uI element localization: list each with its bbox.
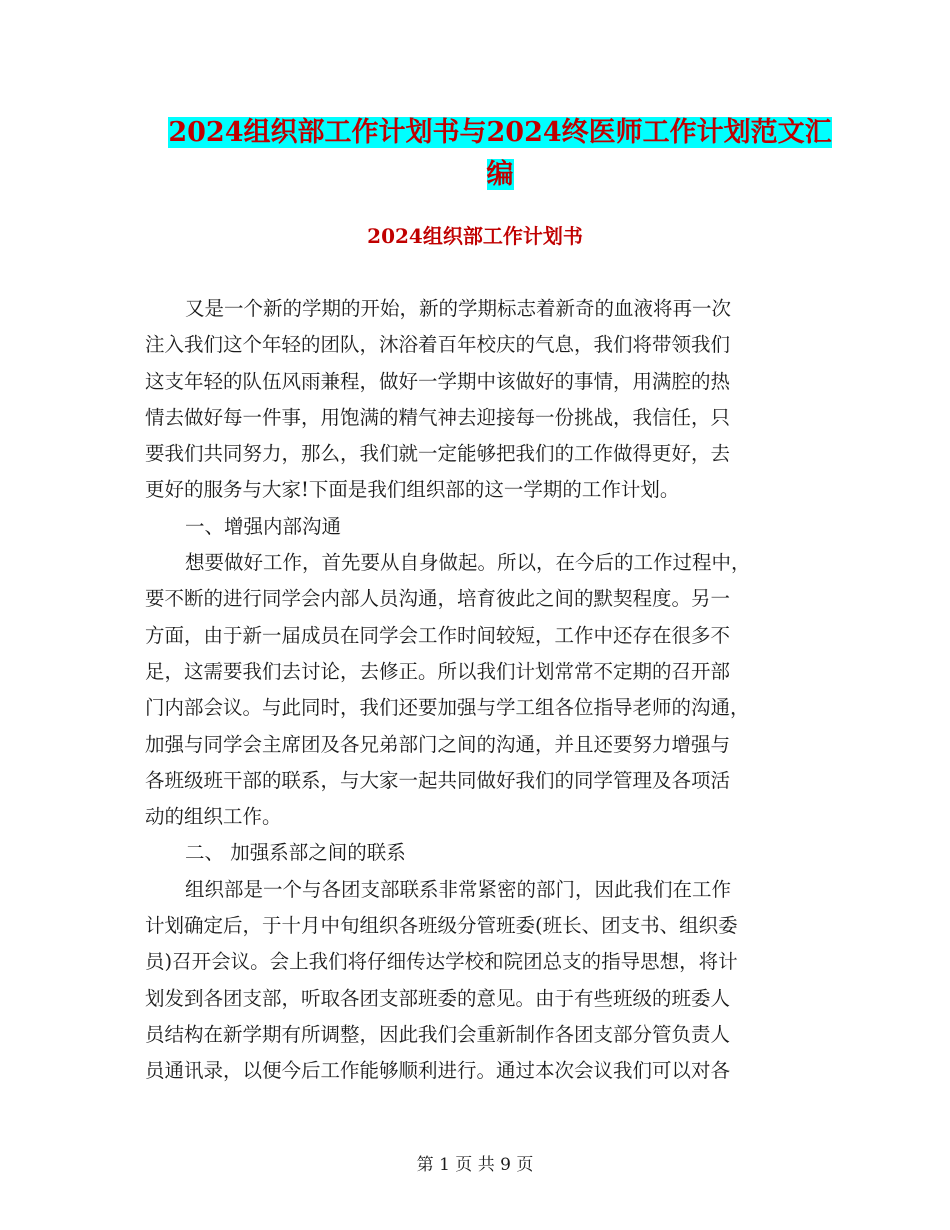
section-heading: 2024组织部工作计划书 [367, 224, 583, 248]
body-line: 注入我们这个年轻的团队，沐浴着百年校庆的气息，我们将带领我们 [145, 333, 731, 357]
body-line: 加强与同学会主席团及各兄弟部门之间的沟通，并且还要努力增强与 [145, 732, 731, 756]
document-title-line-2: 编 [486, 159, 514, 190]
subheading-1: 一、增强内部沟通 [185, 514, 342, 538]
body-line: 更好的服务与大家!下面是我们组织部的这一学期的工作计划。 [145, 478, 680, 502]
page-number-footer: 第 1 页 共 9 页 [416, 1155, 534, 1175]
body-line: 又是一个新的学期的开始，新的学期标志着新奇的血液将再一次 [185, 297, 732, 320]
body-line: 划发到各团支部，听取各团支部班委的意见。由于有些班级的班委人 [145, 986, 731, 1010]
document-title [140, 112, 860, 196]
subheading-2: 二、 加强系部之间的联系 [185, 841, 406, 865]
body-line: 门内部会议。与此同时，我们还要加强与学工组各位指导老师的沟通， [145, 696, 750, 720]
body-line: 动的组织工作。 [145, 805, 282, 829]
body-line: 要我们共同努力，那么，我们就一定能够把我们的工作做得更好，去 [145, 442, 731, 466]
body-line: 员通讯录，以便今后工作能够顺利进行。通过本次会议我们可以对各 [145, 1059, 731, 1083]
body-line: 足，这需要我们去讨论，去修正。所以我们计划常常不定期的召开部 [145, 659, 731, 683]
body-line: 员)召开会议。会上我们将仔细传达学校和院团总支的指导思想，将计 [145, 950, 738, 974]
body-line: 想要做好工作，首先要从自身做起。所以，在今后的工作过程中， [185, 551, 751, 575]
body-line: 这支年轻的队伍风雨兼程，做好一学期中该做好的事情，用满腔的热 [145, 369, 731, 393]
body-line: 员结构在新学期有所调整，因此我们会重新制作各团支部分管负责人 [145, 1022, 731, 1046]
body-line: 计划确定后，于十月中旬组织各班级分管班委(班长、团支书、组织委 [145, 914, 738, 938]
document-body [145, 291, 805, 1090]
body-line: 情去做好每一件事，用饱满的精气神去迎接每一份挑战，我信任，只 [145, 405, 731, 429]
body-line: 各班级班干部的联系，与大家一起共同做好我们的同学管理及各项活 [145, 768, 731, 792]
body-line: 组织部是一个与各团支部联系非常紧密的部门，因此我们在工作 [185, 877, 732, 901]
document-title-line-1: 2024组织部工作计划书与2024终医师工作计划范文汇 [168, 117, 832, 148]
body-line: 要不断的进行同学会内部人员沟通，培育彼此之间的默契程度。另一 [145, 587, 731, 611]
body-line: 方面，由于新一届成员在同学会工作时间较短，工作中还存在很多不 [145, 623, 731, 647]
